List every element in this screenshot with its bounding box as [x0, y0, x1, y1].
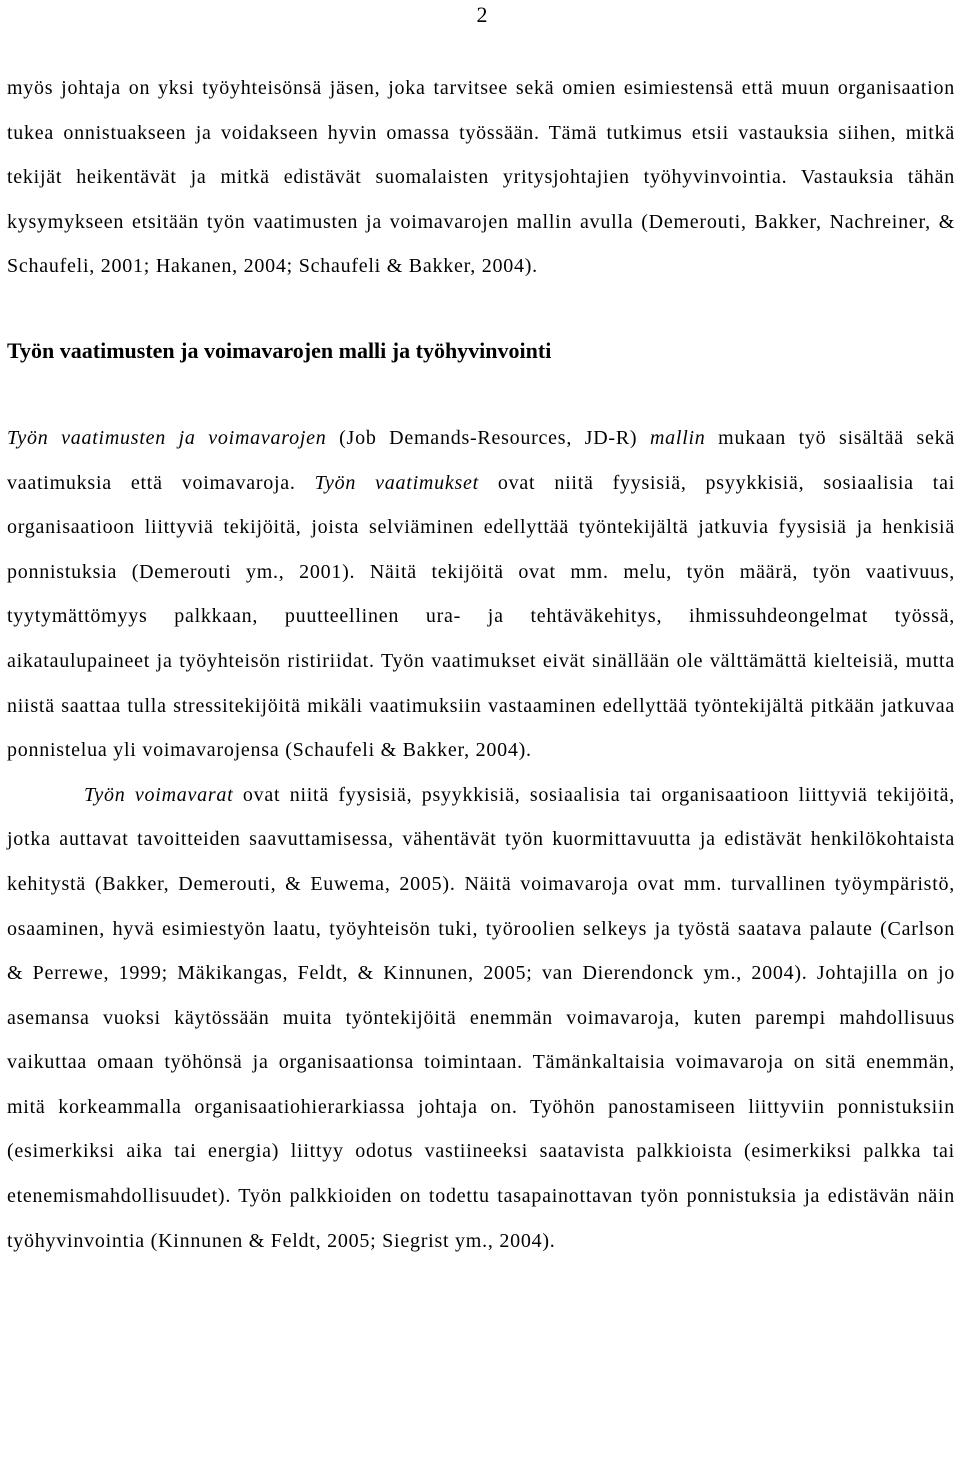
- term-job-resources: Työn voimavarat: [84, 783, 234, 806]
- term-jdr-model: Työn vaatimusten ja voimavarojen: [7, 426, 327, 449]
- intro-paragraph: myös johtaja on yksi työyhteisönsä jäsen, joka tarvitsee sekä omien esimiestensä että muun organisaation tukea onnistuakseen ja voidakseen hyvin omassa työssään. Tämä tutkimus etsii vastauksia siihen, mitkä tekijät heikentävät ja mitkä edistävät suomalaisten yritysjohtajien työhyvinvointia. Vastauksia tähän kysymykseen etsitään työn vaatimusten ja voimavarojen mallin avulla (Demerouti, Bakker, Nachreiner, & Schaufeli, 2001; Hakanen, 2004; Schaufeli & Bakker, 2004).: [7, 77, 955, 278]
- section-heading: Työn vaatimusten ja voimavarojen malli ja työhyvinvointi: [7, 337, 552, 363]
- document-body: [7, 66, 955, 1263]
- paragraph-text: ovat niitä fyysisiä, psyykkisiä, sosiaalisia tai organisaatioon liittyviä tekijöitä, joista selviäminen edellyttää työntekijältä jatkuvia fyysisiä ja henkisiä ponnistuksia (Demerouti ym., 2001). Näitä tekijöitä ovat mm. melu, työn määrä, työn vaativuus, tyytymättömyys palkkaan, puutteellinen ura- ja tehtäväkehitys, ihmissuhdeongelmat työssä, aikataulupaineet ja työyhteisön ristiriidat. Työn vaatimukset eivät sinällään ole välttämättä kielteisiä, mutta niistä saattaa tulla stressitekijöitä mikäli vaatimuksiin vastaaminen edellyttää työntekijältä pitkään jatkuvaa ponnistelua yli voimavarojensa (Schaufeli & Bakker, 2004).: [7, 471, 956, 762]
- jdr-model-paragraph: [7, 416, 955, 773]
- paragraph-text: (Job Demands-Resources, JD-R): [326, 426, 650, 449]
- page-number: 2: [476, 2, 488, 27]
- paragraph-text: mukaan työ sisältää sekä vaatimuksia että voimavaroja.: [7, 426, 956, 494]
- job-resources-paragraph: [7, 773, 955, 1264]
- paragraph-text: ovat niitä fyysisiä, psyykkisiä, sosiaalisia tai organisaatioon liittyviä tekijöitä, jotka auttavat tavoitteiden saavuttamisessa, vähentävät työn kuormittavuutta ja edistävät henkilökohtaista kehitystä (Bakker, Demerouti, & Euwema, 2005). Näitä voimavaroja ovat mm. turvallinen työympäristö, osaaminen, hyvä esimiestyön laatu, työyhteisön tuki, työroolien selkeys ja työstä saatava palaute (Carlson & Perrewe, 1999; Mäkikangas, Feldt, & Kinnunen, 2005; van Dierendonck ym., 2004). Johtajilla on jo asemansa vuoksi käytössään muita työntekijöitä enemmän voimavaroja, kuten parempi mahdollisuus vaikuttaa omaan työhönsä ja organisaationsa toimintaan. Tämänkaltaisia voimavaroja on sitä enemmän, mitä korkeammalla organisaatiohierarkiassa johtaja on. Työhön panostamiseen liittyviin ponnistuksiin (esimerkiksi aika tai energia) liittyy odotus vastiineeksi saatavista palkkioista (esimerkiksi palkka tai etenemismahdollisuudet). Työn palkkioiden on todettu tasapainottavan työn ponnistuksia ja edistävän näin työhyvinvointia (Kinnunen & Feldt, 2005; Siegrist ym., 2004).: [7, 783, 956, 1252]
- term-job-demands: Työn vaatimukset: [314, 471, 479, 494]
- term-mallin: mallin: [649, 426, 706, 449]
